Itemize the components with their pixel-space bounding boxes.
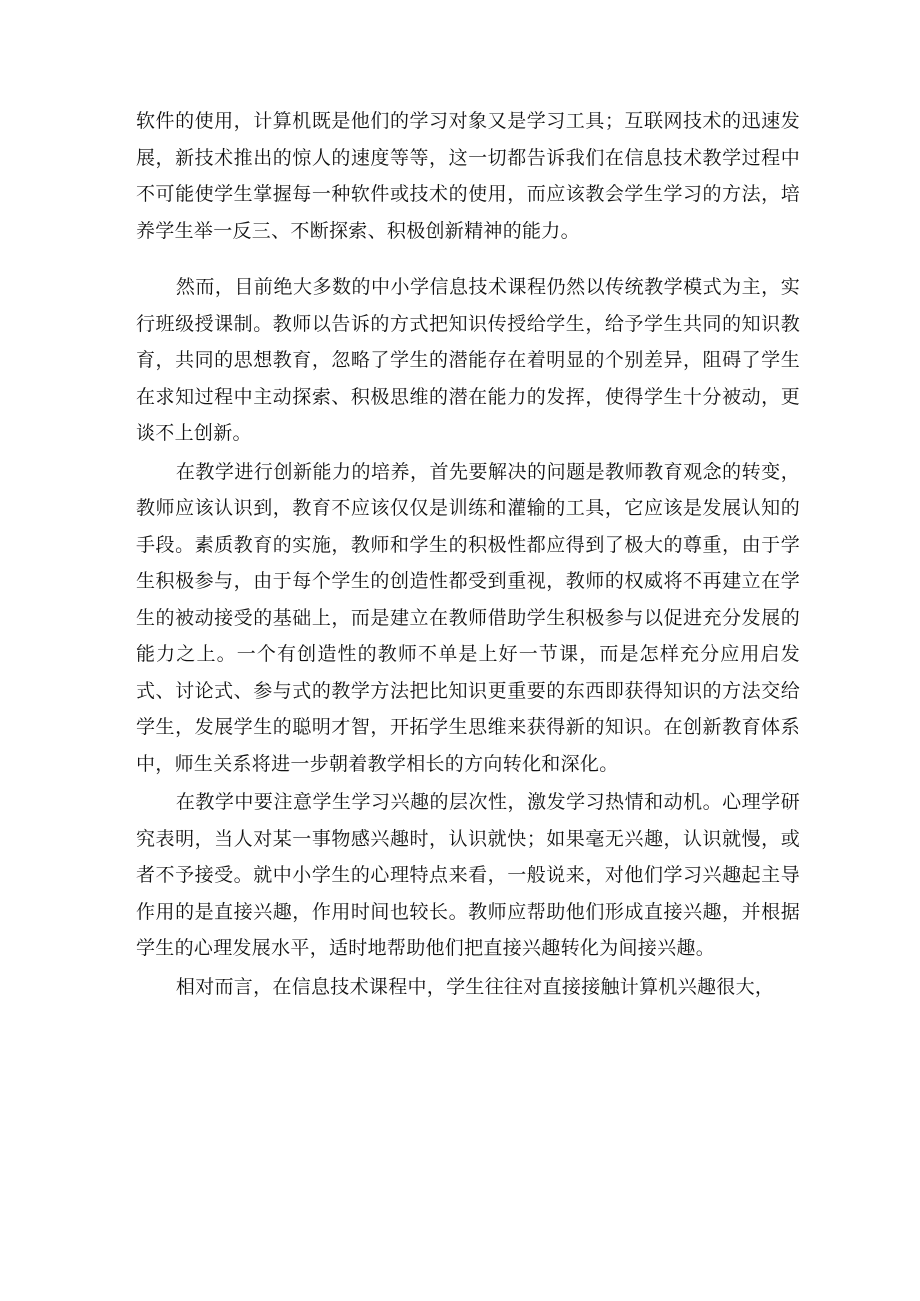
paragraph-4: 在教学中要注意学生学习兴趣的层次性，激发学习热情和动机。心理学研究表明，当人对某一事物感兴趣时，认识就快；如果毫无兴趣，认识就慢，或者不予接受。就中小学生的心理特点来看，一般说来，对他们学习兴趣起主导作用的是直接兴趣，作用时间也较长。教师应帮助他们形成直接兴趣，并根据学生的心理发展水平，适时地帮助他们把直接兴趣转化为间接兴趣。 xyxy=(136,791,800,959)
paragraph-1: 软件的使用，计算机既是他们的学习对象又是学习工具；互联网技术的迅速发展，新技术推出的惊人的速度等等，这一切都告诉我们在信息技术教学过程中不可能使学生掌握每一种软件或技术的使用，而应该教会学生学习的方法，培养学生举一反三、不断探索、积极创新精神的能力。 xyxy=(136,110,800,242)
paragraph-3: 在教学进行创新能力的培养，首先要解决的问题是教师教育观念的转变，教师应该认识到，教育不应该仅仅是训练和灌输的工具，它应该是发展认知的手段。素质教育的实施，教师和学生的积极性都应得到了极大的尊重，由于学生积极参与，由于每个学生的创造性都受到重视，教师的权威将不再建立在学生的被动接受的基础上，而是建立在教师借助学生积极参与以促进充分发展的能力之上。一个有创造性的教师不单是上好一节课，而是怎样充分应用启发式、讨论式、参与式的教学方法把比知识更重要的东西即获得知识的方法交给学生，发展学生的聪明才智，开拓学生思维来获得新的知识。在创新教育体系中，师生关系将进一步朝着教学相长的方向转化和深化。 xyxy=(136,460,800,775)
document-body xyxy=(136,103,800,1005)
paragraph-5: 相对而言，在信息技术课程中，学生往往对直接接触计算机兴趣很大， xyxy=(175,975,775,998)
paragraph-2: 然而，目前绝大多数的中小学信息技术课程仍然以传统教学模式为主，实行班级授课制。教师以告诉的方式把知识传授给学生，给予学生共同的知识教育，共同的思想教育，忽略了学生的潜能存在着明显的个别差异，阻碍了学生在求知过程中主动探索、积极思维的潜在能力的发挥，使得学生十分被动，更谈不上创新。 xyxy=(136,276,800,444)
